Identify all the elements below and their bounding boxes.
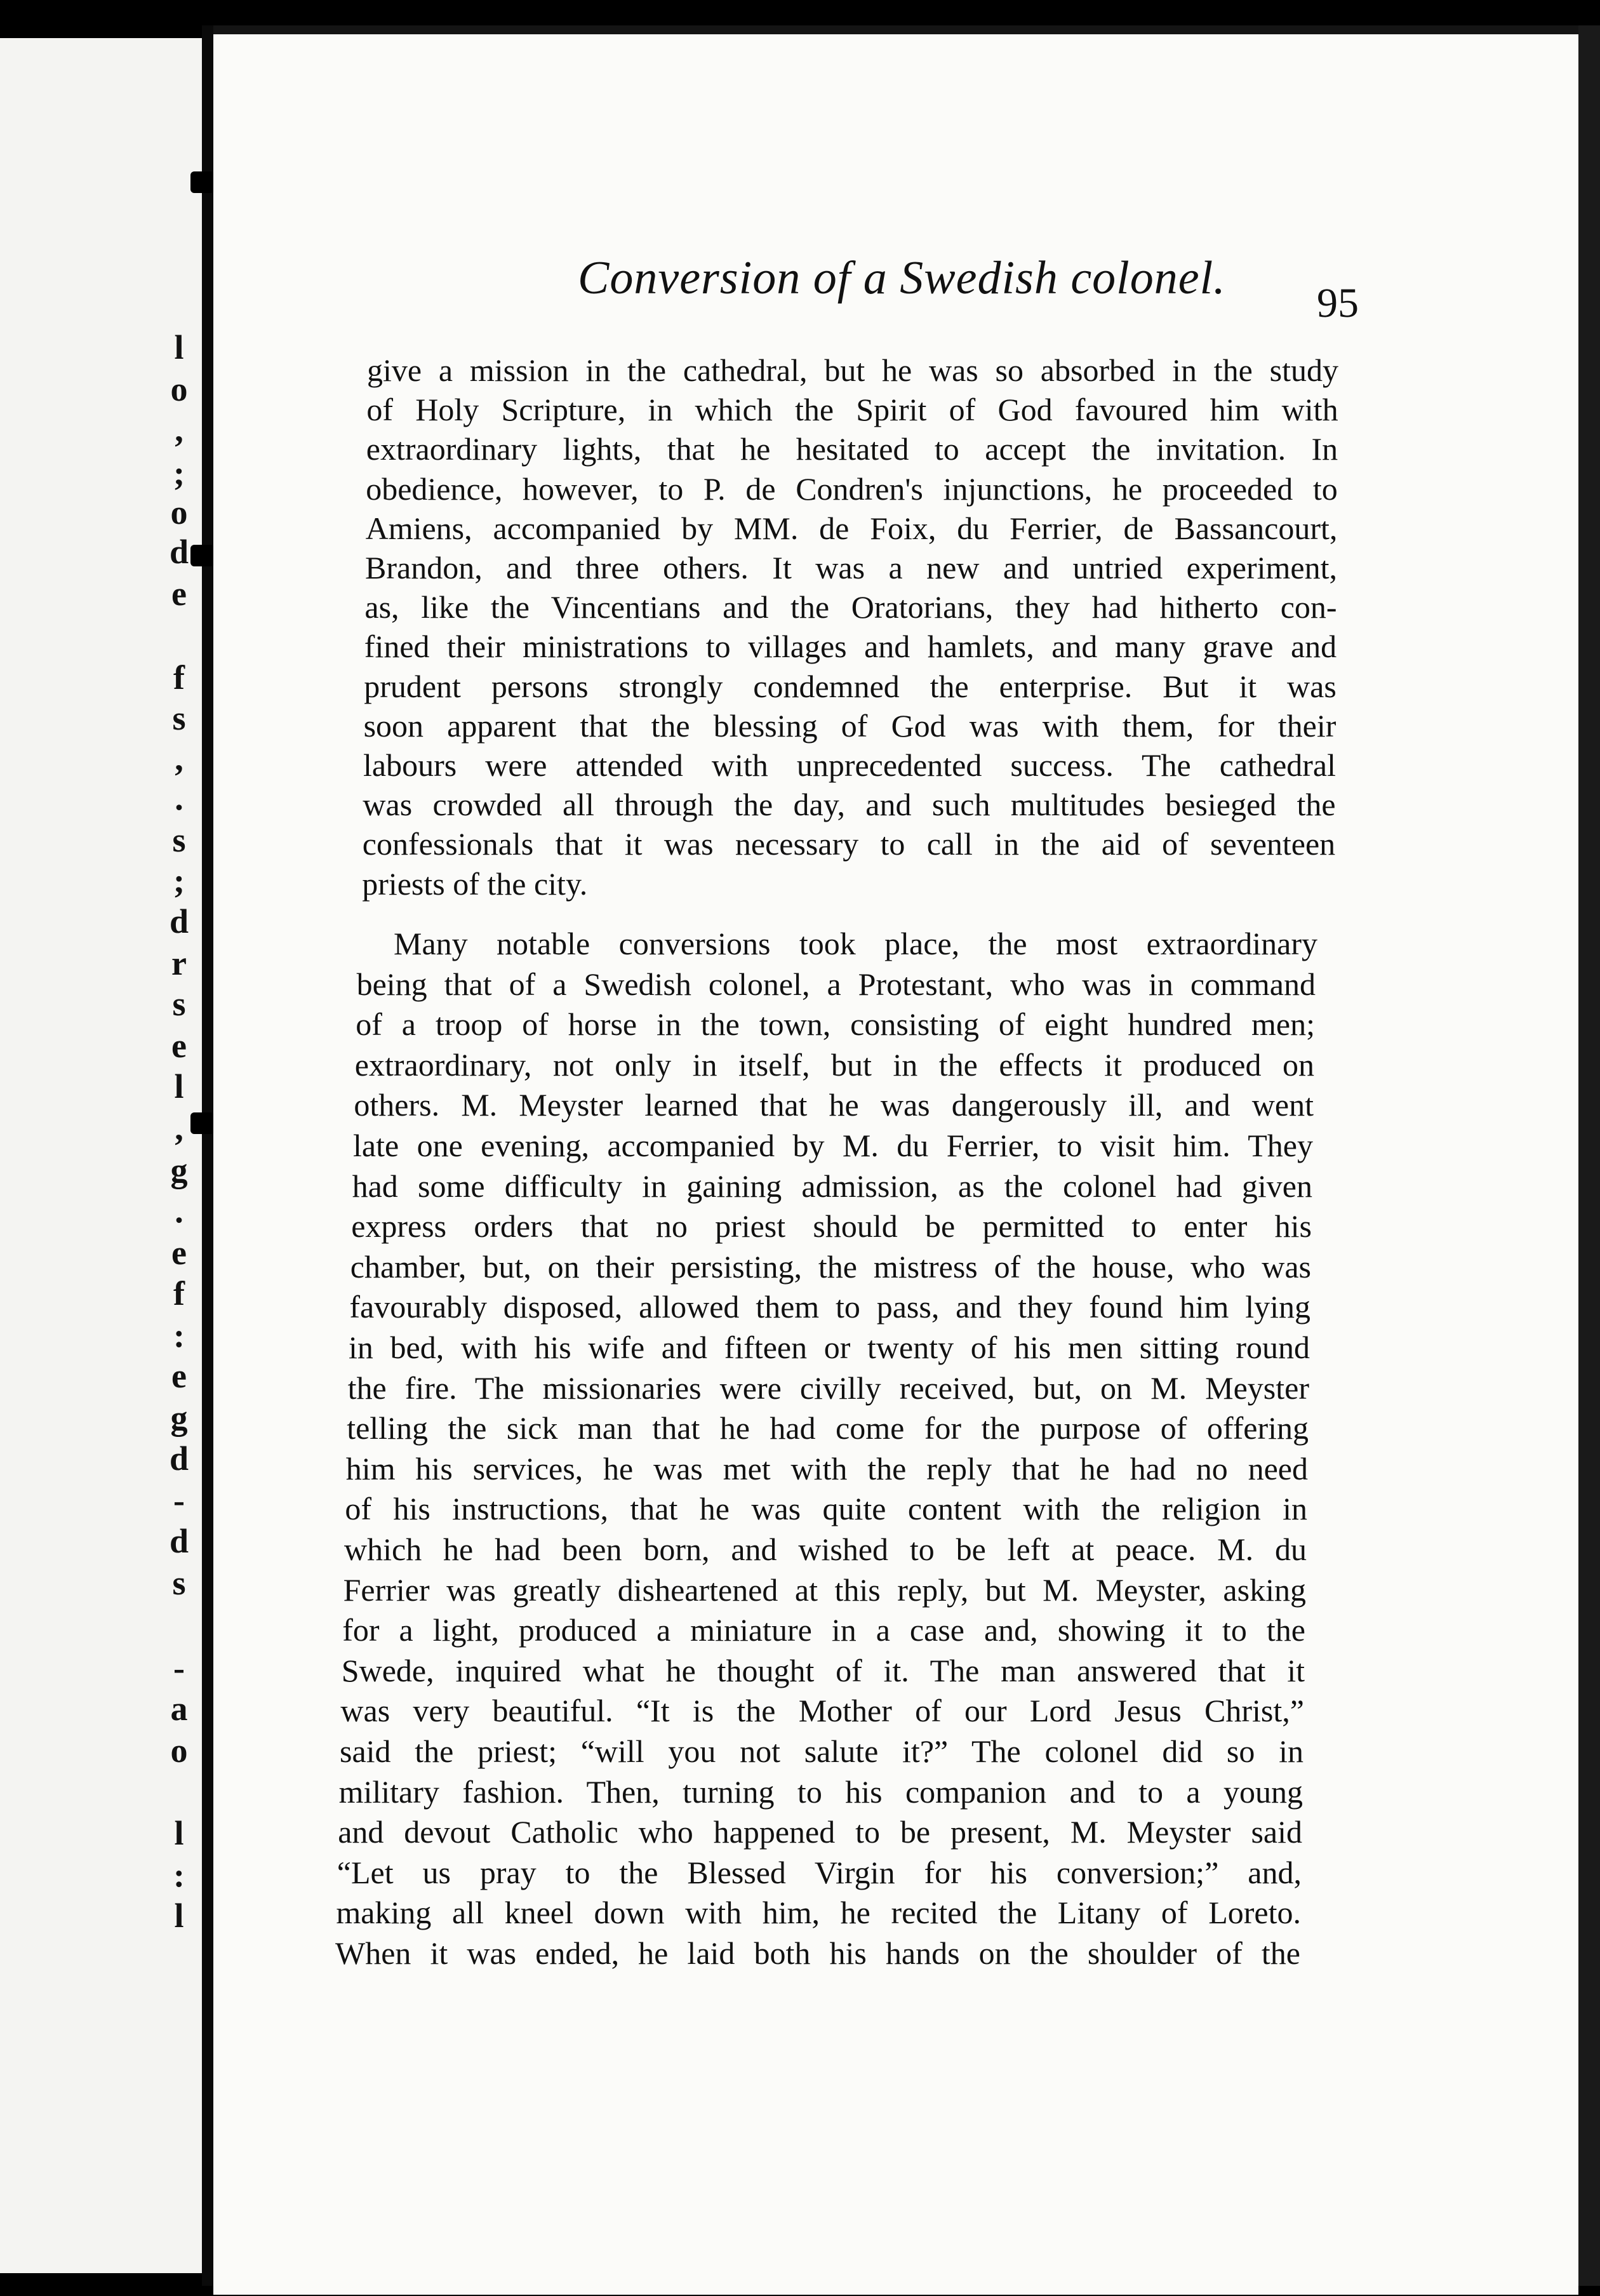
text-line: the fire. The missionaries were civilly received, but, on M. Meyster [347, 1370, 1309, 1406]
text-line: extraordinary, not only in itself, but in the effects it produced on [354, 1046, 1314, 1083]
facing-page-fragment: e [171, 1357, 187, 1395]
facing-page-fragment: o [170, 493, 188, 531]
text-line: military fashion. Then, turning to his companion and to a young [338, 1773, 1303, 1810]
text-line: which he had been born, and wished to be left at peace. M. du [344, 1532, 1307, 1567]
facing-page-fragment: o [170, 1732, 188, 1770]
text-line: Many notable conversions took place, the most extraordinary [394, 926, 1317, 961]
text-line: fined their ministrations to villages and hamlets, and many grave and [364, 629, 1337, 665]
facing-page-fragment: - [173, 1649, 185, 1687]
facing-page-fragment: : [173, 1856, 185, 1894]
facing-page-fragment: e [171, 575, 187, 613]
facing-page-fragment: d [169, 533, 189, 571]
facing-page-fragment: s [172, 985, 186, 1023]
text-line: telling the sick man that he had come for the purpose of offering [347, 1410, 1309, 1446]
text-line: late one evening, accompanied by M. du Ferrier, to visit him. They [353, 1128, 1313, 1163]
facing-page-fragment: l [174, 1067, 184, 1105]
text-line: in bed, with his wife and fifteen or twenty of his men sitting round [349, 1330, 1310, 1365]
page-number: 95 [1317, 280, 1359, 326]
facing-page-fragment: e [171, 1027, 187, 1065]
text-line: Brandon, and three others. It was a new and untried experiment, [365, 550, 1337, 585]
facing-page-fragment: ; [173, 862, 185, 900]
text-line: of a troop of horse in the town, consisting of eight hundred men; [356, 1006, 1315, 1043]
text-line: as, like the Vincentians and the Oratorians, they had hitherto con- [364, 589, 1337, 625]
facing-page-fragment: s [172, 821, 186, 859]
facing-page-fragment: d [169, 902, 189, 940]
text-line: confessionals that it was necessary to call in the aid of seventeen [362, 826, 1336, 862]
facing-page-fragment: f [173, 658, 185, 697]
facing-page-fragment: ; [173, 454, 185, 492]
facing-page-fragment: s [172, 699, 186, 737]
facing-page-fragment: - [173, 1481, 185, 1519]
facing-page-fragment: e [171, 1234, 187, 1272]
text-line: prudent persons strongly condemned the enterprise. But it was [364, 668, 1337, 704]
text-line: was crowded all through the day, and such multitudes besieged the [363, 787, 1336, 823]
text-line: of his instructions, that he was quite content with the religion in [345, 1491, 1307, 1527]
text-line: give a mission in the cathedral, but he was so absorbed in the study [367, 352, 1338, 388]
text-line: had some difficulty in gaining admission, as the colonel had given [352, 1168, 1312, 1204]
text-line: being that of a Swedish colonel, a Protestant, who was in command [356, 966, 1316, 1002]
text-line: “Let us pray to the Blessed Virgin for his conversion;” and, [337, 1854, 1302, 1890]
facing-page-fragment: : [173, 1316, 185, 1354]
facing-page-fragment: , [175, 411, 183, 449]
facing-page-fragment: l [174, 1897, 184, 1935]
facing-page-fragment: d [169, 1439, 189, 1478]
binding-clip [190, 171, 215, 193]
text-line: obedience, however, to P. de Condren's injunctions, he proceeded to [366, 471, 1338, 507]
facing-page-fragment: g [170, 1151, 188, 1189]
facing-page-fragment: . [175, 1192, 183, 1230]
page-right-edge [1578, 25, 1600, 2286]
text-line: chamber, but, on their persisting, the mistress of the house, who was [350, 1248, 1311, 1285]
facing-page-fragment: f [173, 1274, 185, 1312]
text-line: When it was ended, he laid both his hands on the shoulder of the [335, 1935, 1300, 1971]
facing-page-fragment: l [174, 1814, 184, 1852]
text-line: of Holy Scripture, in which the Spirit of God favoured him with [366, 392, 1338, 428]
text-line: him his services, he was met with the reply that he had no need [345, 1450, 1308, 1486]
running-title: Conversion of a Swedish colonel. [578, 252, 1226, 304]
facing-page-fragment: o [170, 370, 188, 408]
facing-page-fragment: , [175, 740, 183, 778]
text-line: favourably disposed, allowed them to pass, and they found him lying [349, 1289, 1310, 1325]
facing-page-fragment: s [172, 1564, 186, 1602]
text-line: Swede, inquired what he thought of it. The man answered that it [341, 1652, 1305, 1688]
facing-page-fragment: r [171, 944, 187, 982]
facing-page-fragment: . [175, 779, 183, 817]
text-line: and devout Catholic who happened to be present, M. Meyster said [338, 1814, 1302, 1850]
binding-clip [190, 545, 215, 566]
facing-page-fragment: a [170, 1690, 188, 1728]
text-line: others. M. Meyster learned that he was dangerously ill, and went [354, 1087, 1314, 1123]
text-line: making all kneel down with him, he recited the Litany of Loreto. [336, 1895, 1301, 1931]
text-line: for a light, produced a miniature in a case and, showing it to the [342, 1612, 1305, 1648]
facing-page-fragment: g [170, 1399, 188, 1437]
text-line: was very beautiful. “It is the Mother of our Lord Jesus Christ,” [340, 1693, 1304, 1729]
facing-page-fragment: l [174, 328, 184, 366]
text-line: priests of the city. [362, 865, 588, 902]
facing-page-fragment: d [169, 1522, 189, 1560]
facing-page-fragment: , [175, 1109, 183, 1147]
binding-clip [190, 1112, 215, 1134]
text-line: Amiens, accompanied by MM. de Foix, du Ferrier, de Bassancourt, [365, 510, 1338, 546]
binding-gutter [202, 25, 213, 2286]
text-line: extraordinary lights, that he hesitated to accept the invitation. In [366, 431, 1338, 467]
text-line: soon apparent that the blessing of God was with them, for their [363, 707, 1337, 744]
facing-page-text-fragments [0, 0, 190, 2296]
text-line: labours were attended with unprecedented success. The cathedral [363, 747, 1336, 783]
text-line: Ferrier was greatly disheartened at this reply, but M. Meyster, asking [343, 1572, 1306, 1608]
text-line: said the priest; “will you not salute it?” The colonel did so in [340, 1733, 1303, 1769]
text-line: express orders that no priest should be permitted to enter his [351, 1208, 1312, 1245]
